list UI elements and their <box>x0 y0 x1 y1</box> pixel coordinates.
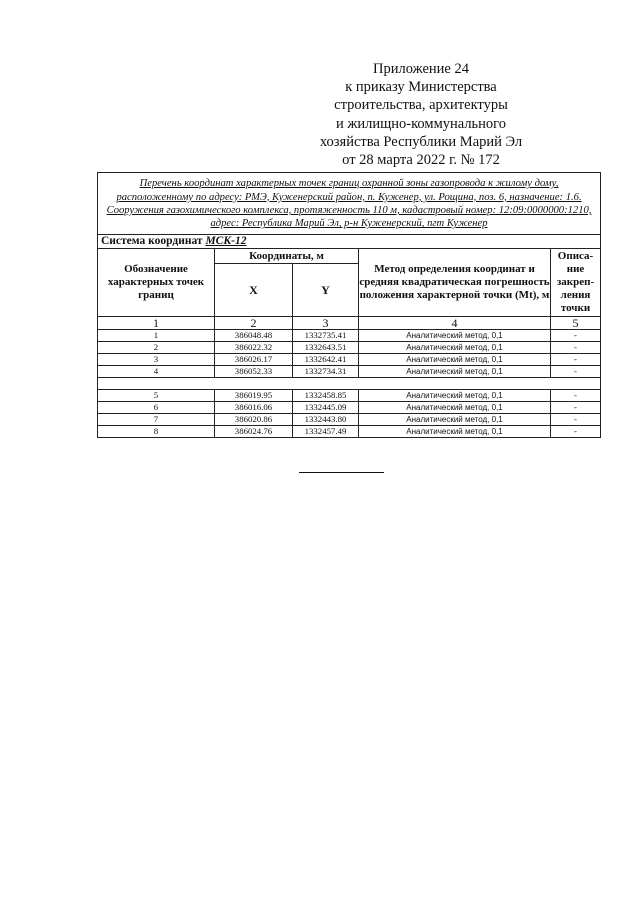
point-id: 6 <box>98 402 215 414</box>
method: Аналитический метод, 0,1 <box>359 426 551 438</box>
method: Аналитический метод, 0,1 <box>359 366 551 378</box>
header-description: Описа-ние закреп-ления точки <box>551 249 601 317</box>
coord-x: 386024.76 <box>215 426 293 438</box>
table-row <box>98 426 601 438</box>
coord-y: 1332457.49 <box>293 426 359 438</box>
group-separator <box>98 378 601 390</box>
fixing-description: - <box>551 414 601 426</box>
appendix-line: хозяйства Республики Марий Эл <box>319 133 523 150</box>
fixing-description: - <box>551 342 601 354</box>
point-id: 8 <box>98 426 215 438</box>
point-id: 7 <box>98 414 215 426</box>
appendix-header <box>271 60 571 169</box>
coordinate-system-label: Система координат <box>101 235 206 247</box>
point-id: 3 <box>98 354 215 366</box>
table-row <box>98 402 601 414</box>
point-id: 5 <box>98 390 215 402</box>
method: Аналитический метод, 0,1 <box>359 354 551 366</box>
fixing-description: - <box>551 330 601 342</box>
coord-y: 1332642.41 <box>293 354 359 366</box>
point-id: 1 <box>98 330 215 342</box>
coord-x: 386026.17 <box>215 354 293 366</box>
table-row <box>98 390 601 402</box>
coord-y: 1332445.09 <box>293 402 359 414</box>
header-designation: Обозначение характерных точек границ <box>98 249 215 317</box>
coord-x: 386022.32 <box>215 342 293 354</box>
table-row <box>98 354 601 366</box>
coord-x: 386016.06 <box>215 402 293 414</box>
coordinates-table <box>97 172 601 438</box>
point-id: 2 <box>98 342 215 354</box>
appendix-line: строительства, архитектуры <box>334 97 508 114</box>
coord-x: 386052.33 <box>215 366 293 378</box>
header-coordinates: Координаты, м <box>215 249 359 264</box>
appendix-line: и жилищно-коммунального <box>335 115 507 132</box>
coord-y: 1332458.85 <box>293 390 359 402</box>
appendix-line: Приложение 24 <box>373 61 469 77</box>
fixing-description: - <box>551 354 601 366</box>
coord-y: 1332734.31 <box>293 366 359 378</box>
coord-y: 1332443.80 <box>293 414 359 426</box>
coord-x: 386019.95 <box>215 390 293 402</box>
column-number: 5 <box>551 317 601 330</box>
method: Аналитический метод, 0,1 <box>359 414 551 426</box>
coord-y: 1332643.51 <box>293 342 359 354</box>
header-method: Метод определения координат и средняя квадратическая погрешность положения характерной точки (Mt), м <box>359 249 551 317</box>
table-title: Перечень координат характерных точек границ охранной зоны газопровода к жилому дому, расположенному по адресу: РМЭ, Куженерский район, п. Куженер, ул. Рощина, поз. 6, назначение: 1.6. Сооружения газохимического комплекса, протяженность 110 м, кадастровый номер: 12:09:0000000:1210, адрес: Республика Марий Эл, р-н Куженерский, пгт Куженер <box>98 173 601 235</box>
table-row <box>98 366 601 378</box>
end-separator-line <box>299 472 384 473</box>
fixing-description: - <box>551 366 601 378</box>
point-id: 4 <box>98 366 215 378</box>
coord-x: 386048.48 <box>215 330 293 342</box>
method: Аналитический метод, 0,1 <box>359 402 551 414</box>
table-row <box>98 342 601 354</box>
column-number: 3 <box>293 317 359 330</box>
method: Аналитический метод, 0,1 <box>359 342 551 354</box>
column-number: 1 <box>98 317 215 330</box>
coord-y: 1332735.41 <box>293 330 359 342</box>
header-x: X <box>215 264 293 317</box>
method: Аналитический метод, 0,1 <box>359 330 551 342</box>
fixing-description: - <box>551 402 601 414</box>
table-row <box>98 414 601 426</box>
column-number: 2 <box>215 317 293 330</box>
coord-x: 386020.86 <box>215 414 293 426</box>
appendix-line: к приказу Министерства <box>345 79 497 96</box>
fixing-description: - <box>551 426 601 438</box>
header-y: Y <box>293 264 359 317</box>
group-separator-row <box>98 378 601 390</box>
column-numbers-row <box>98 317 601 330</box>
coordinate-system <box>98 235 601 249</box>
fixing-description: - <box>551 390 601 402</box>
coordinate-system-name: МСК-12 <box>205 235 247 247</box>
column-number: 4 <box>359 317 551 330</box>
table-row <box>98 330 601 342</box>
method: Аналитический метод, 0,1 <box>359 390 551 402</box>
appendix-line: от 28 марта 2022 г. № 172 <box>342 152 500 169</box>
